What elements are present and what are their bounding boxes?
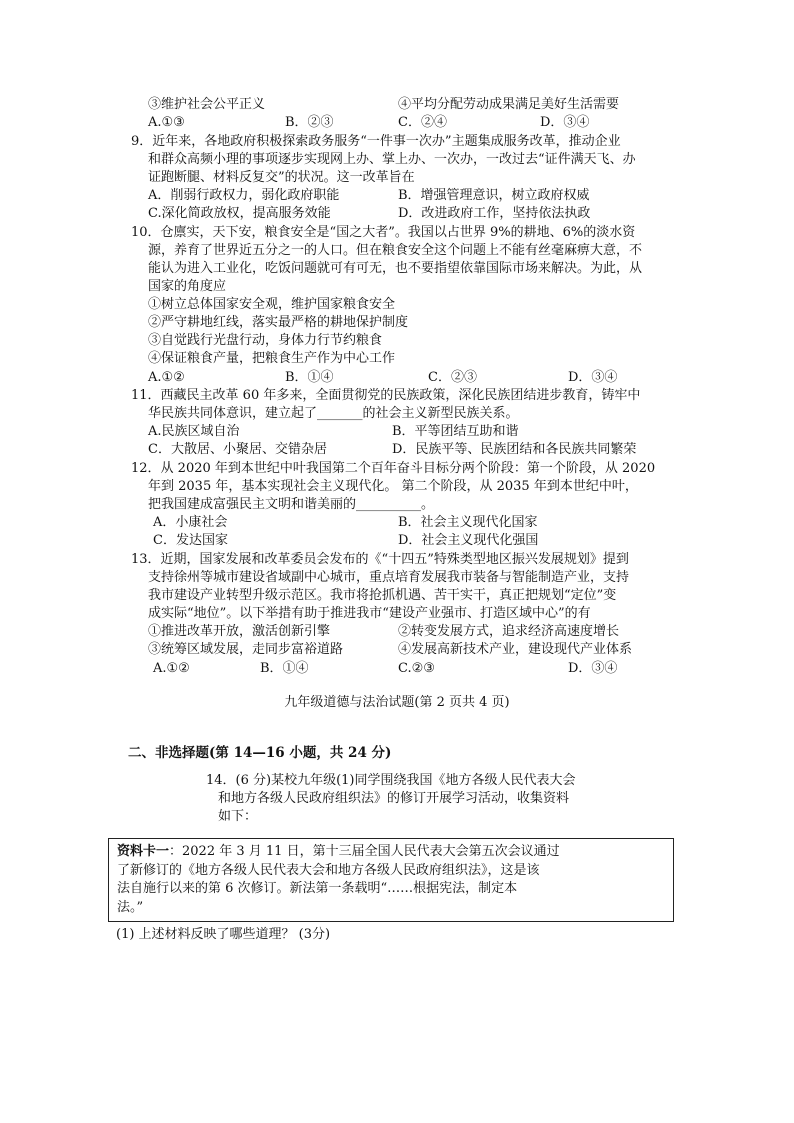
q9-option-d: D．改进政府工作，坚持依法执政 (398, 206, 591, 221)
card-line-3: 法自施行以来的第 6 次修订。新法第一条载明“……根据宪法，制定本 (117, 881, 518, 896)
q10-item-4: ④保证粮食产量，把粮食生产作为中心工作 (148, 351, 396, 366)
q12-option-c: C．发达国家 (153, 533, 228, 548)
q11-option-b: B．平等团结互助和谐 (392, 424, 519, 439)
q8-option-c: C．②④ (398, 115, 447, 130)
q10-line-1: 10．仓廪实，天下安，粮食安全是“国之大者”。我国以占世界 9%的耕地、6%的淡水资 (131, 225, 636, 240)
q12-line-3: 把我国建成富强民主文明和谐美丽的__________。 (148, 497, 435, 512)
q13-item-2: ②转变发展方式，追求经济高速度增长 (398, 624, 620, 639)
q8-option-d: D．③④ (540, 115, 590, 130)
section-heading: 二、非选择题(第 14—16 小题，共 24 分) (128, 745, 392, 761)
q13-item-1: ①推进改革开放，激活创新引擎 (148, 624, 331, 639)
q10-line-3: 能认为进入工业化，吃饭问题就可有可无，也不要指望依靠国际市场来解决。为此，从 (148, 261, 643, 276)
q13-option-d: D．③④ (568, 661, 618, 676)
q9-line-3: 证跑断腿、材料反复交”的状况。这一改革旨在 (148, 170, 415, 185)
q11-option-d: D．民族平等、民族团结和各民族共同繁荣 (392, 442, 637, 457)
q14-sub-question-1: (1) 上述材料反映了哪些道理？ (3分) (116, 927, 331, 942)
q12-line-2: 年到 2035 年，基本实现社会主义现代化。 第二个阶段，从 2035 年到本世纪中叶， (148, 479, 638, 494)
q12-option-b: B．社会主义现代化国家 (398, 515, 538, 530)
q11-line-2: 华民族共同体意识，建立起了_______的社会主义新型民族关系。 (148, 406, 519, 421)
q12-option-a: A．小康社会 (153, 515, 228, 530)
q10-item-3: ③自觉践行光盘行动，身体力行节约粮食 (148, 333, 383, 348)
q11-option-a: A.民族区域自治 (148, 424, 240, 439)
card-label: 资料卡一 (117, 844, 170, 859)
q8-item-3: ③维护社会公平正义 (148, 97, 266, 112)
q13-item-4: ④发展高新技术产业，建设现代产业体系 (398, 642, 633, 657)
q11-option-c: C．大散居、小聚居、交错杂居 (148, 442, 327, 457)
q13-item-3: ③统筹区域发展，走同步富裕道路 (148, 642, 344, 657)
card-line-1: ：2022 年 3 月 11 日，第十三届全国人民代表大会第五次会议通过 (169, 844, 560, 859)
q10-line-2: 源，养育了世界近五分之一的人口。但在粮食安全这个问题上不能有丝毫麻痹大意，不 (148, 243, 643, 258)
q13-line-2: 支持徐州等城市建设省域副中心城市，重点培育发展我市装备与智能制造产业，支持 (148, 570, 630, 585)
q14-line-3: 如下： (218, 809, 258, 824)
q8-option-a: A.①③ (148, 115, 185, 130)
q14-line-2: 和地方各级人民政府组织法》的修订开展学习活动，收集资料 (218, 791, 570, 806)
q9-option-b: B．增强管理意识，树立政府权威 (398, 188, 590, 203)
q8-option-b: B．②③ (285, 115, 334, 130)
q10-option-c: C．②③ (428, 370, 477, 385)
q10-item-1: ①树立总体国家安全观，维护国家粮食安全 (148, 297, 396, 312)
q11-line-1: 11．西藏民主改革 60 年多来，全面贯彻党的民族政策，深化民族团结进步教育，铸牢中 (131, 388, 641, 403)
card-line-4: 法。” (117, 899, 144, 915)
card-line-2: 了新修订的《地方各级人民代表大会和地方各级人民政府组织法》，这是该 (117, 862, 540, 878)
q9-option-c: C.深化简政放权，提高服务效能 (148, 206, 331, 221)
q10-option-b: B．①④ (285, 370, 334, 385)
q12-line-1: 12．从 2020 年到本世纪中叶我国第二个百年奋斗目标分两个阶段：第一个阶段，从 2020 (131, 461, 656, 476)
q13-line-3: 我市建设产业转型升级示范区。我市将抢抓机遇、苦干实干，真正把规划“定位”变 (148, 588, 617, 603)
q12-option-d: D．社会主义现代化强国 (398, 533, 539, 548)
page-footer: 九年级道德与法治试题(第 2 页共 4 页) (284, 695, 510, 710)
q10-line-4: 国家的角度应 (148, 279, 227, 294)
q9-option-a: A．削弱行政权力，弱化政府职能 (148, 188, 340, 203)
q13-line-4: 成实际“地位”。以下举措有助于推进我市“建设产业强市、打造区域中心”的有 (148, 606, 591, 621)
q13-option-c: C.②③ (398, 661, 435, 676)
q10-option-d: D．③④ (568, 370, 618, 385)
q14-line-1: 14．(6 分)某校九年级(1)同学围绕我国《地方各级人民代表大会 (206, 773, 576, 788)
q9-line-1: 9．近年来，各地政府积极探索政务服务“一件事一次办”主题集成服务改革，推动企业 (131, 134, 621, 149)
q13-option-a: A.①② (153, 661, 190, 676)
q9-line-2: 和群众高频小理的事项逐步实现网上办、掌上办、一次办，一改过去“证件满天飞、办 (148, 152, 636, 167)
q13-line-1: 13．近期，国家发展和改革委员会发布的《“十四五”特殊类型地区振兴发展规划》提到 (131, 552, 629, 567)
q13-option-b: B．①④ (260, 661, 309, 676)
material-card (108, 838, 674, 922)
q10-option-a: A.①② (148, 370, 185, 385)
q8-item-4: ④平均分配劳动成果满足美好生活需要 (398, 97, 620, 112)
q10-item-2: ②严守耕地红线，落实最严格的耕地保护制度 (148, 315, 409, 330)
